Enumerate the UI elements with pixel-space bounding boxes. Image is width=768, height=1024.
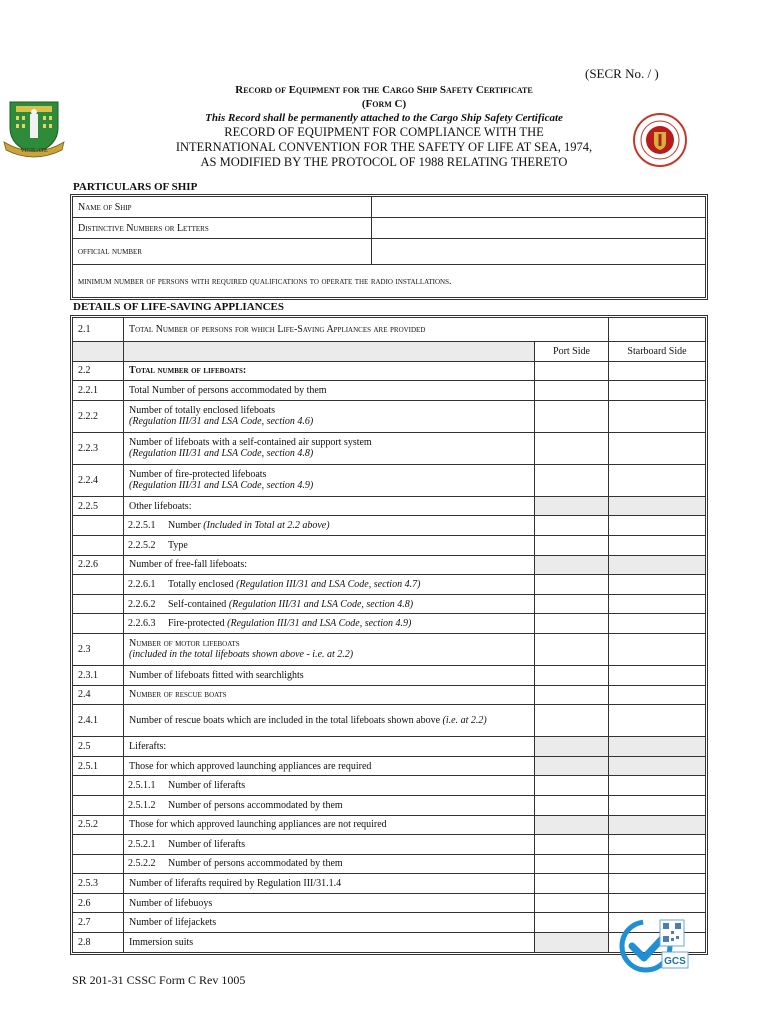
row-text: Number of fire-protected lifeboats (129, 469, 267, 481)
starboard-cell[interactable] (609, 361, 706, 381)
row-label (124, 575, 535, 595)
lsa-table (72, 317, 706, 953)
row-label: Liferafts: (124, 737, 535, 757)
row-text: Number of totally enclosed lifeboats (129, 405, 276, 417)
row-label (124, 776, 535, 796)
table-row (73, 874, 706, 894)
table-row (73, 665, 706, 685)
port-cell[interactable] (535, 575, 609, 595)
title-line: AS MODIFIED BY THE PROTOCOL OF 1988 RELATING THERETO (200, 155, 568, 169)
port-cell (535, 756, 609, 776)
starboard-cell[interactable] (609, 795, 706, 815)
row-number: 2.6 (73, 893, 124, 913)
official-number-label: official number (73, 239, 372, 265)
table-row (73, 614, 706, 634)
port-cell[interactable] (535, 854, 609, 874)
port-cell[interactable] (535, 685, 609, 705)
row-number: 2.2.2 (73, 400, 124, 432)
table-row (73, 815, 706, 835)
table-row (73, 893, 706, 913)
row-number: 2.5 (73, 737, 124, 757)
row-text: Number of liferafts (168, 838, 246, 850)
row-number: 2.3 (73, 633, 124, 665)
table-row (73, 342, 706, 362)
port-cell[interactable] (535, 361, 609, 381)
port-cell[interactable] (535, 874, 609, 894)
min-persons-label: minimum number of persons with required qualifications to operate the radio installations. (73, 265, 706, 298)
sub-number: 2.5.1.1 (128, 780, 156, 792)
port-cell (535, 737, 609, 757)
row-note: (Regulation III/31 and LSA Code, section 4.8) (228, 598, 414, 610)
row-number: 2.4.1 (73, 705, 124, 737)
table-row (73, 594, 706, 614)
crest-motto: VIGILATE (20, 148, 48, 154)
row-label (124, 705, 535, 737)
starboard-cell (609, 737, 706, 757)
sub-number: 2.2.6.2 (128, 598, 156, 610)
row-note: (Regulation III/31 and LSA Code, section 4.7) (236, 578, 421, 590)
row-number (73, 835, 124, 855)
row-note: (included in the total lifeboats shown above - i.e. at 2.2) (129, 649, 354, 661)
starboard-cell[interactable] (609, 432, 706, 464)
table-row (73, 496, 706, 516)
port-cell (535, 933, 609, 953)
row-number (73, 594, 124, 614)
port-cell[interactable] (535, 432, 609, 464)
table-row (73, 516, 706, 536)
port-cell[interactable] (535, 893, 609, 913)
sub-number: 2.2.5.1 (128, 520, 156, 532)
row-label: Number of lifebuoys (124, 893, 535, 913)
starboard-cell[interactable] (609, 594, 706, 614)
table-row (73, 218, 706, 239)
particulars-heading: PARTICULARS OF SHIP (73, 181, 198, 193)
row-number (73, 516, 124, 536)
row-number (73, 776, 124, 796)
starboard-cell (609, 815, 706, 835)
title-record: Record of Equipment for the Cargo Ship Safety Certificate (235, 84, 533, 96)
particulars-table (72, 196, 706, 298)
form-footer-id: SR 201-31 CSSC Form C Rev 1005 (72, 973, 246, 987)
table-row (73, 685, 706, 705)
starboard-cell (609, 756, 706, 776)
row-number (73, 575, 124, 595)
row-label: Number of lifejackets (124, 913, 535, 933)
table-row (73, 705, 706, 737)
row-number: 2.8 (73, 933, 124, 953)
table-row (73, 381, 706, 401)
row-label (124, 614, 535, 634)
starboard-cell[interactable] (609, 575, 706, 595)
row-number: 2.5.2 (73, 815, 124, 835)
row-note: (i.e. at 2.2) (442, 715, 487, 727)
row-label: Those for which approved launching appliances are required (124, 756, 535, 776)
table-row (73, 835, 706, 855)
table-row (73, 854, 706, 874)
port-cell (535, 555, 609, 575)
table-row (73, 776, 706, 796)
row-number (73, 535, 124, 555)
table-row (73, 464, 706, 496)
row-text: Number (168, 520, 201, 532)
row-text: Number of rescue boats which are included in the total lifeboats shown above (129, 715, 441, 727)
row-number: 2.2 (73, 361, 124, 381)
table-row (73, 913, 706, 933)
row-text: Number of motor lifeboats (129, 638, 240, 650)
table-row (73, 756, 706, 776)
row-text: Self-contained (168, 598, 227, 610)
starboard-cell[interactable] (609, 633, 706, 665)
table-row (73, 361, 706, 381)
row-label: Immersion suits (124, 933, 535, 953)
port-cell[interactable] (535, 835, 609, 855)
row-text: Number of liferafts (168, 780, 246, 792)
name-of-ship-label: Name of Ship (73, 197, 372, 218)
row-label (124, 400, 535, 432)
row-number: 2.2.5 (73, 496, 124, 516)
row-text: Number of persons accommodated by them (168, 858, 343, 870)
sub-number: 2.2.6.1 (128, 578, 156, 590)
row-label (124, 795, 535, 815)
row-label (124, 854, 535, 874)
starboard-side-header: Starboard Side (609, 342, 706, 362)
table-row (73, 933, 706, 953)
port-cell[interactable] (535, 776, 609, 796)
iso-certified-badge-icon (618, 912, 693, 987)
row-number: 2.3.1 (73, 665, 124, 685)
value-cell[interactable] (609, 318, 706, 342)
starboard-cell[interactable] (609, 665, 706, 685)
row-number: 2.2.6 (73, 555, 124, 575)
table-row (73, 535, 706, 555)
sub-number: 2.5.1.2 (128, 799, 156, 811)
row-text: Totally enclosed (168, 578, 234, 590)
distinctive-numbers-label: Distinctive Numbers or Letters (73, 218, 372, 239)
port-cell[interactable] (535, 464, 609, 496)
starboard-cell[interactable] (609, 381, 706, 401)
official-number-field[interactable] (372, 239, 706, 265)
row-label (124, 535, 535, 555)
row-label (124, 594, 535, 614)
row-number (73, 854, 124, 874)
table-row (73, 795, 706, 815)
shipping-registry-seal-icon (632, 112, 688, 168)
port-side-header: Port Side (535, 342, 609, 362)
header-blank (124, 342, 535, 362)
table-row (73, 239, 706, 265)
sub-number: 2.2.6.3 (128, 618, 156, 630)
table-row (73, 575, 706, 595)
row-number: 2.5.1 (73, 756, 124, 776)
port-cell[interactable] (535, 381, 609, 401)
row-number: 2.2.3 (73, 432, 124, 464)
table-row (73, 432, 706, 464)
port-cell[interactable] (535, 913, 609, 933)
port-cell[interactable] (535, 516, 609, 536)
port-cell[interactable] (535, 665, 609, 685)
port-cell[interactable] (535, 705, 609, 737)
row-text: Fire-protected (168, 618, 225, 630)
row-label (124, 633, 535, 665)
name-of-ship-field[interactable] (372, 197, 706, 218)
row-note: (Included in Total at 2.2 above) (203, 520, 330, 532)
row-number: 2.5.3 (73, 874, 124, 894)
distinctive-numbers-field[interactable] (372, 218, 706, 239)
row-text: Type (168, 539, 188, 551)
port-cell[interactable] (535, 633, 609, 665)
starboard-cell[interactable] (609, 464, 706, 496)
table-row (73, 265, 706, 298)
starboard-cell[interactable] (609, 854, 706, 874)
row-number: 2.4 (73, 685, 124, 705)
row-label: Number of free-fall lifeboats: (124, 555, 535, 575)
row-note: (Regulation III/31 and LSA Code, section 4.8) (129, 448, 314, 460)
sub-number: 2.5.2.1 (128, 838, 156, 850)
row-label: Total Number of persons for which Life-Saving Appliances are provided (124, 318, 609, 342)
row-label (124, 835, 535, 855)
starboard-cell[interactable] (609, 893, 706, 913)
row-label: Those for which approved launching appliances are not required (124, 815, 535, 835)
title-line: RECORD OF EQUIPMENT FOR COMPLIANCE WITH THE (224, 125, 544, 139)
starboard-cell[interactable] (609, 705, 706, 737)
row-label: Other lifeboats: (124, 496, 535, 516)
starboard-cell (609, 555, 706, 575)
row-number (73, 795, 124, 815)
row-label (124, 432, 535, 464)
starboard-cell[interactable] (609, 614, 706, 634)
row-number: 2.1 (73, 318, 124, 342)
row-note: (Regulation III/31 and LSA Code, section 4.9) (129, 480, 314, 492)
starboard-cell[interactable] (609, 535, 706, 555)
port-cell[interactable] (535, 795, 609, 815)
row-label: Number of rescue boats (124, 685, 535, 705)
table-row (73, 633, 706, 665)
row-label (124, 516, 535, 536)
port-cell[interactable] (535, 594, 609, 614)
starboard-cell (609, 496, 706, 516)
port-cell[interactable] (535, 535, 609, 555)
row-number: 2.7 (73, 913, 124, 933)
lsa-heading: DETAILS OF LIFE-SAVING APPLIANCES (73, 301, 284, 313)
row-number: 2.2.4 (73, 464, 124, 496)
row-label (124, 464, 535, 496)
port-cell[interactable] (535, 614, 609, 634)
port-cell (535, 815, 609, 835)
header-blank (73, 342, 124, 362)
title-form: (Form C) (361, 98, 407, 110)
row-label: Total number of lifeboats: (124, 361, 535, 381)
row-label: Number of lifeboats fitted with searchlights (124, 665, 535, 685)
port-cell (535, 496, 609, 516)
secr-number: (SECR No. / ) (585, 66, 659, 81)
row-label: Total Number of persons accommodated by them (124, 381, 535, 401)
table-row (73, 197, 706, 218)
table-row (73, 555, 706, 575)
starboard-cell[interactable] (609, 400, 706, 432)
starboard-cell[interactable] (609, 874, 706, 894)
row-text: Number of lifeboats with a self-contained air support system (129, 437, 372, 449)
starboard-cell[interactable] (609, 685, 706, 705)
table-row (73, 318, 706, 342)
coat-of-arms-icon (2, 98, 66, 158)
starboard-cell[interactable] (609, 776, 706, 796)
table-row (73, 400, 706, 432)
title-attached-note: This Record shall be permanently attached to the Cargo Ship Safety Certificate (205, 112, 563, 124)
starboard-cell[interactable] (609, 516, 706, 536)
title-line: INTERNATIONAL CONVENTION FOR THE SAFETY OF LIFE AT SEA, 1974, (175, 140, 593, 154)
row-number (73, 614, 124, 634)
sub-number: 2.5.2.2 (128, 858, 156, 870)
row-label: Number of liferafts required by Regulation III/31.1.4 (124, 874, 535, 894)
row-text: Number of persons accommodated by them (168, 799, 343, 811)
svg-text:GCS: GCS (664, 956, 686, 967)
sub-number: 2.2.5.2 (128, 539, 156, 551)
row-note: (Regulation III/31 and LSA Code, section 4.9) (227, 618, 412, 630)
port-cell[interactable] (535, 400, 609, 432)
row-number: 2.2.1 (73, 381, 124, 401)
row-note: (Regulation III/31 and LSA Code, section 4.6) (129, 416, 314, 428)
table-row (73, 737, 706, 757)
starboard-cell[interactable] (609, 835, 706, 855)
